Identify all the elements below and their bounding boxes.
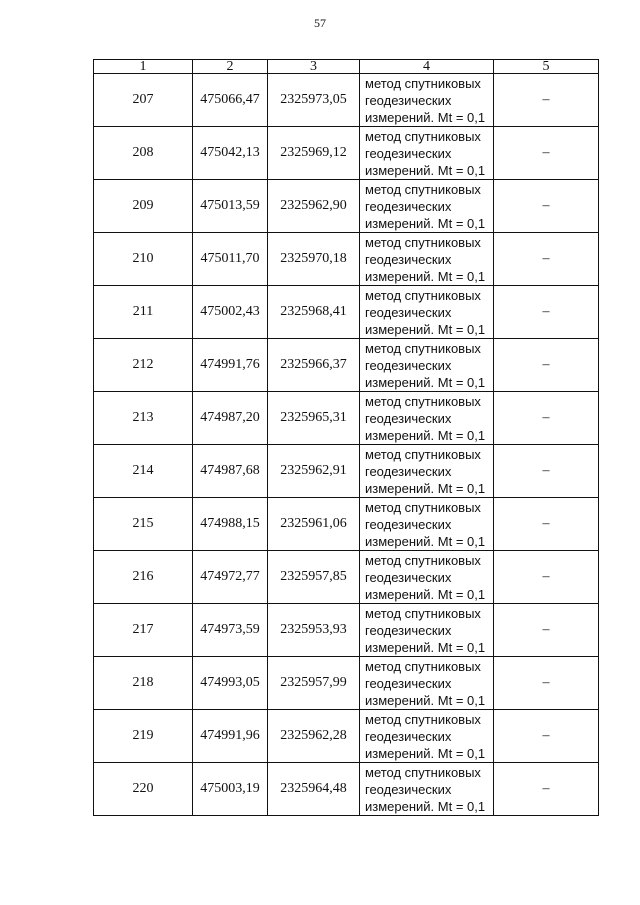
table-row [94, 763, 599, 816]
y-coordinate-cell: 2325961,06 [268, 498, 360, 551]
method-line: измерений. Mt = 0,1 [365, 639, 486, 655]
note-cell: – [494, 339, 599, 392]
method-line: метод спутниковых [365, 181, 481, 197]
method-line: измерений. Mt = 0,1 [365, 215, 486, 231]
point-number-cell: 220 [94, 763, 193, 816]
method-line: геодезических [365, 198, 452, 214]
x-coordinate-cell: 475066,47 [193, 74, 268, 127]
method-line: метод спутниковых [365, 711, 481, 727]
x-coordinate-cell: 474987,68 [193, 445, 268, 498]
table-row [94, 445, 599, 498]
x-coordinate-cell: 475013,59 [193, 180, 268, 233]
y-coordinate-cell: 2325964,48 [268, 763, 360, 816]
point-number-cell: 216 [94, 551, 193, 604]
note-cell: – [494, 604, 599, 657]
method-cell [360, 127, 494, 180]
y-coordinate-cell: 2325962,28 [268, 710, 360, 763]
y-coordinate-cell: 2325969,12 [268, 127, 360, 180]
method-line: геодезических [365, 622, 452, 638]
x-coordinate-cell: 474991,96 [193, 710, 268, 763]
note-cell: – [494, 286, 599, 339]
table-row [94, 233, 599, 286]
method-cell [360, 763, 494, 816]
method-line: метод спутниковых [365, 499, 481, 515]
x-coordinate-cell: 474972,77 [193, 551, 268, 604]
y-coordinate-cell: 2325968,41 [268, 286, 360, 339]
method-line: измерений. Mt = 0,1 [365, 798, 486, 814]
method-cell [360, 339, 494, 392]
method-line: метод спутниковых [365, 128, 481, 144]
method-cell [360, 74, 494, 127]
method-line: измерений. Mt = 0,1 [365, 480, 486, 496]
method-cell [360, 286, 494, 339]
table-row [94, 498, 599, 551]
column-header: 2 [193, 60, 268, 74]
table-row [94, 127, 599, 180]
method-line: измерений. Mt = 0,1 [365, 692, 486, 708]
method-line: метод спутниковых [365, 340, 481, 356]
note-cell: – [494, 74, 599, 127]
method-line: метод спутниковых [365, 605, 481, 621]
y-coordinate-cell: 2325966,37 [268, 339, 360, 392]
method-line: измерений. Mt = 0,1 [365, 427, 486, 443]
method-line: геодезических [365, 145, 452, 161]
method-cell [360, 445, 494, 498]
y-coordinate-cell: 2325965,31 [268, 392, 360, 445]
method-line: геодезических [365, 675, 452, 691]
point-number-cell: 211 [94, 286, 193, 339]
method-line: метод спутниковых [365, 658, 481, 674]
method-cell [360, 180, 494, 233]
method-line: геодезических [365, 463, 452, 479]
table-row [94, 286, 599, 339]
method-line: измерений. Mt = 0,1 [365, 533, 486, 549]
method-line: геодезических [365, 781, 452, 797]
x-coordinate-cell: 474993,05 [193, 657, 268, 710]
table-row [94, 710, 599, 763]
method-line: измерений. Mt = 0,1 [365, 109, 486, 125]
note-cell: – [494, 551, 599, 604]
point-number-cell: 213 [94, 392, 193, 445]
x-coordinate-cell: 475042,13 [193, 127, 268, 180]
method-line: измерений. Mt = 0,1 [365, 586, 486, 602]
y-coordinate-cell: 2325953,93 [268, 604, 360, 657]
table-row [94, 392, 599, 445]
method-cell [360, 233, 494, 286]
method-cell [360, 392, 494, 445]
x-coordinate-cell: 474988,15 [193, 498, 268, 551]
column-header: 5 [494, 60, 599, 74]
note-cell: – [494, 127, 599, 180]
column-header: 3 [268, 60, 360, 74]
method-cell [360, 657, 494, 710]
method-line: геодезических [365, 569, 452, 585]
method-line: метод спутниковых [365, 446, 481, 462]
table-row [94, 551, 599, 604]
method-line: геодезических [365, 251, 452, 267]
method-cell [360, 604, 494, 657]
table-row [94, 180, 599, 233]
method-line: метод спутниковых [365, 75, 481, 91]
method-line: измерений. Mt = 0,1 [365, 162, 486, 178]
x-coordinate-cell: 474973,59 [193, 604, 268, 657]
method-line: измерений. Mt = 0,1 [365, 745, 486, 761]
note-cell: – [494, 445, 599, 498]
y-coordinate-cell: 2325970,18 [268, 233, 360, 286]
point-number-cell: 209 [94, 180, 193, 233]
method-line: геодезических [365, 304, 452, 320]
note-cell: – [494, 710, 599, 763]
y-coordinate-cell: 2325973,05 [268, 74, 360, 127]
note-cell: – [494, 392, 599, 445]
method-line: метод спутниковых [365, 234, 481, 250]
method-line: метод спутниковых [365, 552, 481, 568]
table-row [94, 74, 599, 127]
y-coordinate-cell: 2325957,85 [268, 551, 360, 604]
x-coordinate-cell: 474987,20 [193, 392, 268, 445]
method-cell [360, 710, 494, 763]
method-cell [360, 498, 494, 551]
method-line: геодезических [365, 357, 452, 373]
method-line: измерений. Mt = 0,1 [365, 374, 486, 390]
y-coordinate-cell: 2325962,91 [268, 445, 360, 498]
x-coordinate-cell: 475011,70 [193, 233, 268, 286]
note-cell: – [494, 763, 599, 816]
note-cell: – [494, 180, 599, 233]
method-line: измерений. Mt = 0,1 [365, 321, 486, 337]
table-row [94, 604, 599, 657]
table-row [94, 339, 599, 392]
point-number-cell: 212 [94, 339, 193, 392]
method-line: геодезических [365, 410, 452, 426]
method-line: измерений. Mt = 0,1 [365, 268, 486, 284]
point-number-cell: 208 [94, 127, 193, 180]
table-row [94, 657, 599, 710]
method-line: метод спутниковых [365, 764, 481, 780]
column-header: 4 [360, 60, 494, 74]
point-number-cell: 217 [94, 604, 193, 657]
point-number-cell: 218 [94, 657, 193, 710]
x-coordinate-cell: 474991,76 [193, 339, 268, 392]
x-coordinate-cell: 475003,19 [193, 763, 268, 816]
x-coordinate-cell: 475002,43 [193, 286, 268, 339]
y-coordinate-cell: 2325957,99 [268, 657, 360, 710]
column-header: 1 [94, 60, 193, 74]
table-header-row [94, 60, 599, 74]
method-line: геодезических [365, 728, 452, 744]
point-number-cell: 207 [94, 74, 193, 127]
point-number-cell: 210 [94, 233, 193, 286]
method-line: геодезических [365, 92, 452, 108]
point-number-cell: 215 [94, 498, 193, 551]
note-cell: – [494, 233, 599, 286]
method-line: метод спутниковых [365, 393, 481, 409]
method-line: геодезических [365, 516, 452, 532]
method-line: метод спутниковых [365, 287, 481, 303]
y-coordinate-cell: 2325962,90 [268, 180, 360, 233]
coordinates-table [93, 59, 599, 816]
note-cell: – [494, 657, 599, 710]
point-number-cell: 219 [94, 710, 193, 763]
page-number: 57 [314, 16, 326, 30]
point-number-cell: 214 [94, 445, 193, 498]
method-cell [360, 551, 494, 604]
note-cell: – [494, 498, 599, 551]
